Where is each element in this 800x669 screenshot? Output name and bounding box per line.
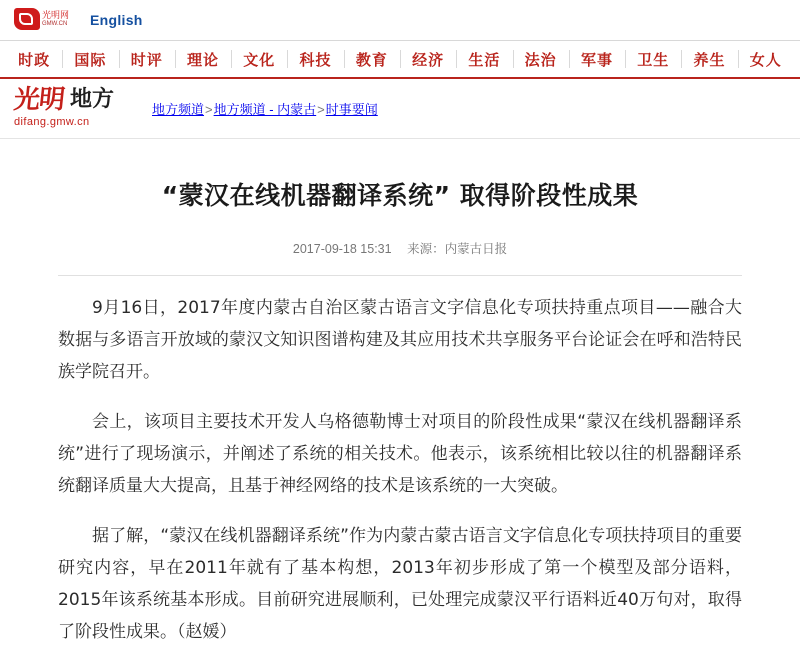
breadcrumb-item-2[interactable]: 地方频道 - 内蒙古 (213, 102, 317, 117)
meta-divider (58, 275, 742, 276)
difang-logo-domain: difang.gmw.cn (14, 115, 90, 128)
nav-item-yangsheng[interactable]: 养生 (681, 41, 737, 77)
nav-item-fazhi[interactable]: 法治 (513, 41, 569, 77)
nav-item-shenghuo[interactable]: 生活 (456, 41, 512, 77)
channel-band (0, 79, 800, 139)
nav-item-nvren[interactable]: 女人 (738, 41, 794, 77)
nav-item-lilun[interactable]: 理论 (175, 41, 231, 77)
article-body (58, 292, 742, 648)
guangming-logo-mark (14, 8, 40, 30)
nav-item-jingji[interactable]: 经济 (400, 41, 456, 77)
page-title: “蒙汉在线机器翻译系统” 取得阶段性成果 (161, 181, 639, 210)
article-paragraph: 会上，该项目主要技术开发人乌格德勒博士对项目的阶段性成果“蒙汉在线机器翻译系统”进行了现场演示，并阐述了系统的相关技术。他表示，该系统相比较以往的机器翻译系统翻译质量大大提高，且基于神经网络的技术是该系统的一大突破。 (58, 412, 742, 496)
breadcrumb-item-1[interactable]: 地方频道 (152, 102, 205, 117)
difang-logo-difang: 地方 (70, 85, 115, 111)
article (0, 179, 800, 648)
nav-item-junshi[interactable]: 军事 (569, 41, 625, 77)
guangming-logo-subtext: GMW.CN (42, 21, 68, 27)
breadcrumb-item-3[interactable]: 时事要闻 (325, 102, 378, 117)
nav-item-shizheng[interactable]: 时政 (18, 51, 51, 69)
main-navigation (0, 40, 800, 79)
nav-item-jiaoyu[interactable]: 教育 (344, 41, 400, 77)
article-paragraph: 据了解，“蒙汉在线机器翻译系统”作为内蒙古蒙古语言文字信息化专项扶持项目的重要研究内容，早在2011年就有了基本构想，2013年初步形成了第一个模型及部分语料，2015年该系统基本形成。目前研究进展顺利，已处理完成蒙汉平行语料近40万句对，取得了阶段性成果。（赵媛） (58, 526, 742, 642)
article-paragraph: 9月16日，2017年度内蒙古自治区蒙古语言文字信息化专项扶持重点项目——融合大数据与多语言开放域的蒙汉文知识图谱构建及其应用技术共享服务平台论证会在呼和浩特民族学院召开。 (58, 298, 742, 382)
guangming-logo-text: 光明网 (42, 10, 70, 20)
top-bar (0, 0, 800, 40)
nav-list (0, 41, 800, 77)
nav-item-weisheng[interactable]: 卫生 (625, 41, 681, 77)
breadcrumb-separator-1: > (205, 102, 213, 117)
article-datetime: 2017-09-18 15:31 (292, 242, 392, 256)
english-link[interactable]: English (90, 12, 143, 28)
article-source: 来源：内蒙古日报 (407, 242, 508, 256)
article-meta (58, 239, 742, 257)
breadcrumb-separator-2: > (317, 102, 325, 117)
breadcrumb (152, 99, 378, 118)
nav-item-keji[interactable]: 科技 (287, 41, 343, 77)
nav-item-guoji[interactable]: 国际 (62, 41, 118, 77)
guangming-logo[interactable] (14, 7, 76, 33)
difang-channel-logo[interactable] (14, 85, 132, 133)
nav-item-wenhua[interactable]: 文化 (231, 41, 287, 77)
difang-logo-guangming: 光明 (12, 84, 66, 115)
nav-item-shiping[interactable]: 时评 (119, 41, 175, 77)
